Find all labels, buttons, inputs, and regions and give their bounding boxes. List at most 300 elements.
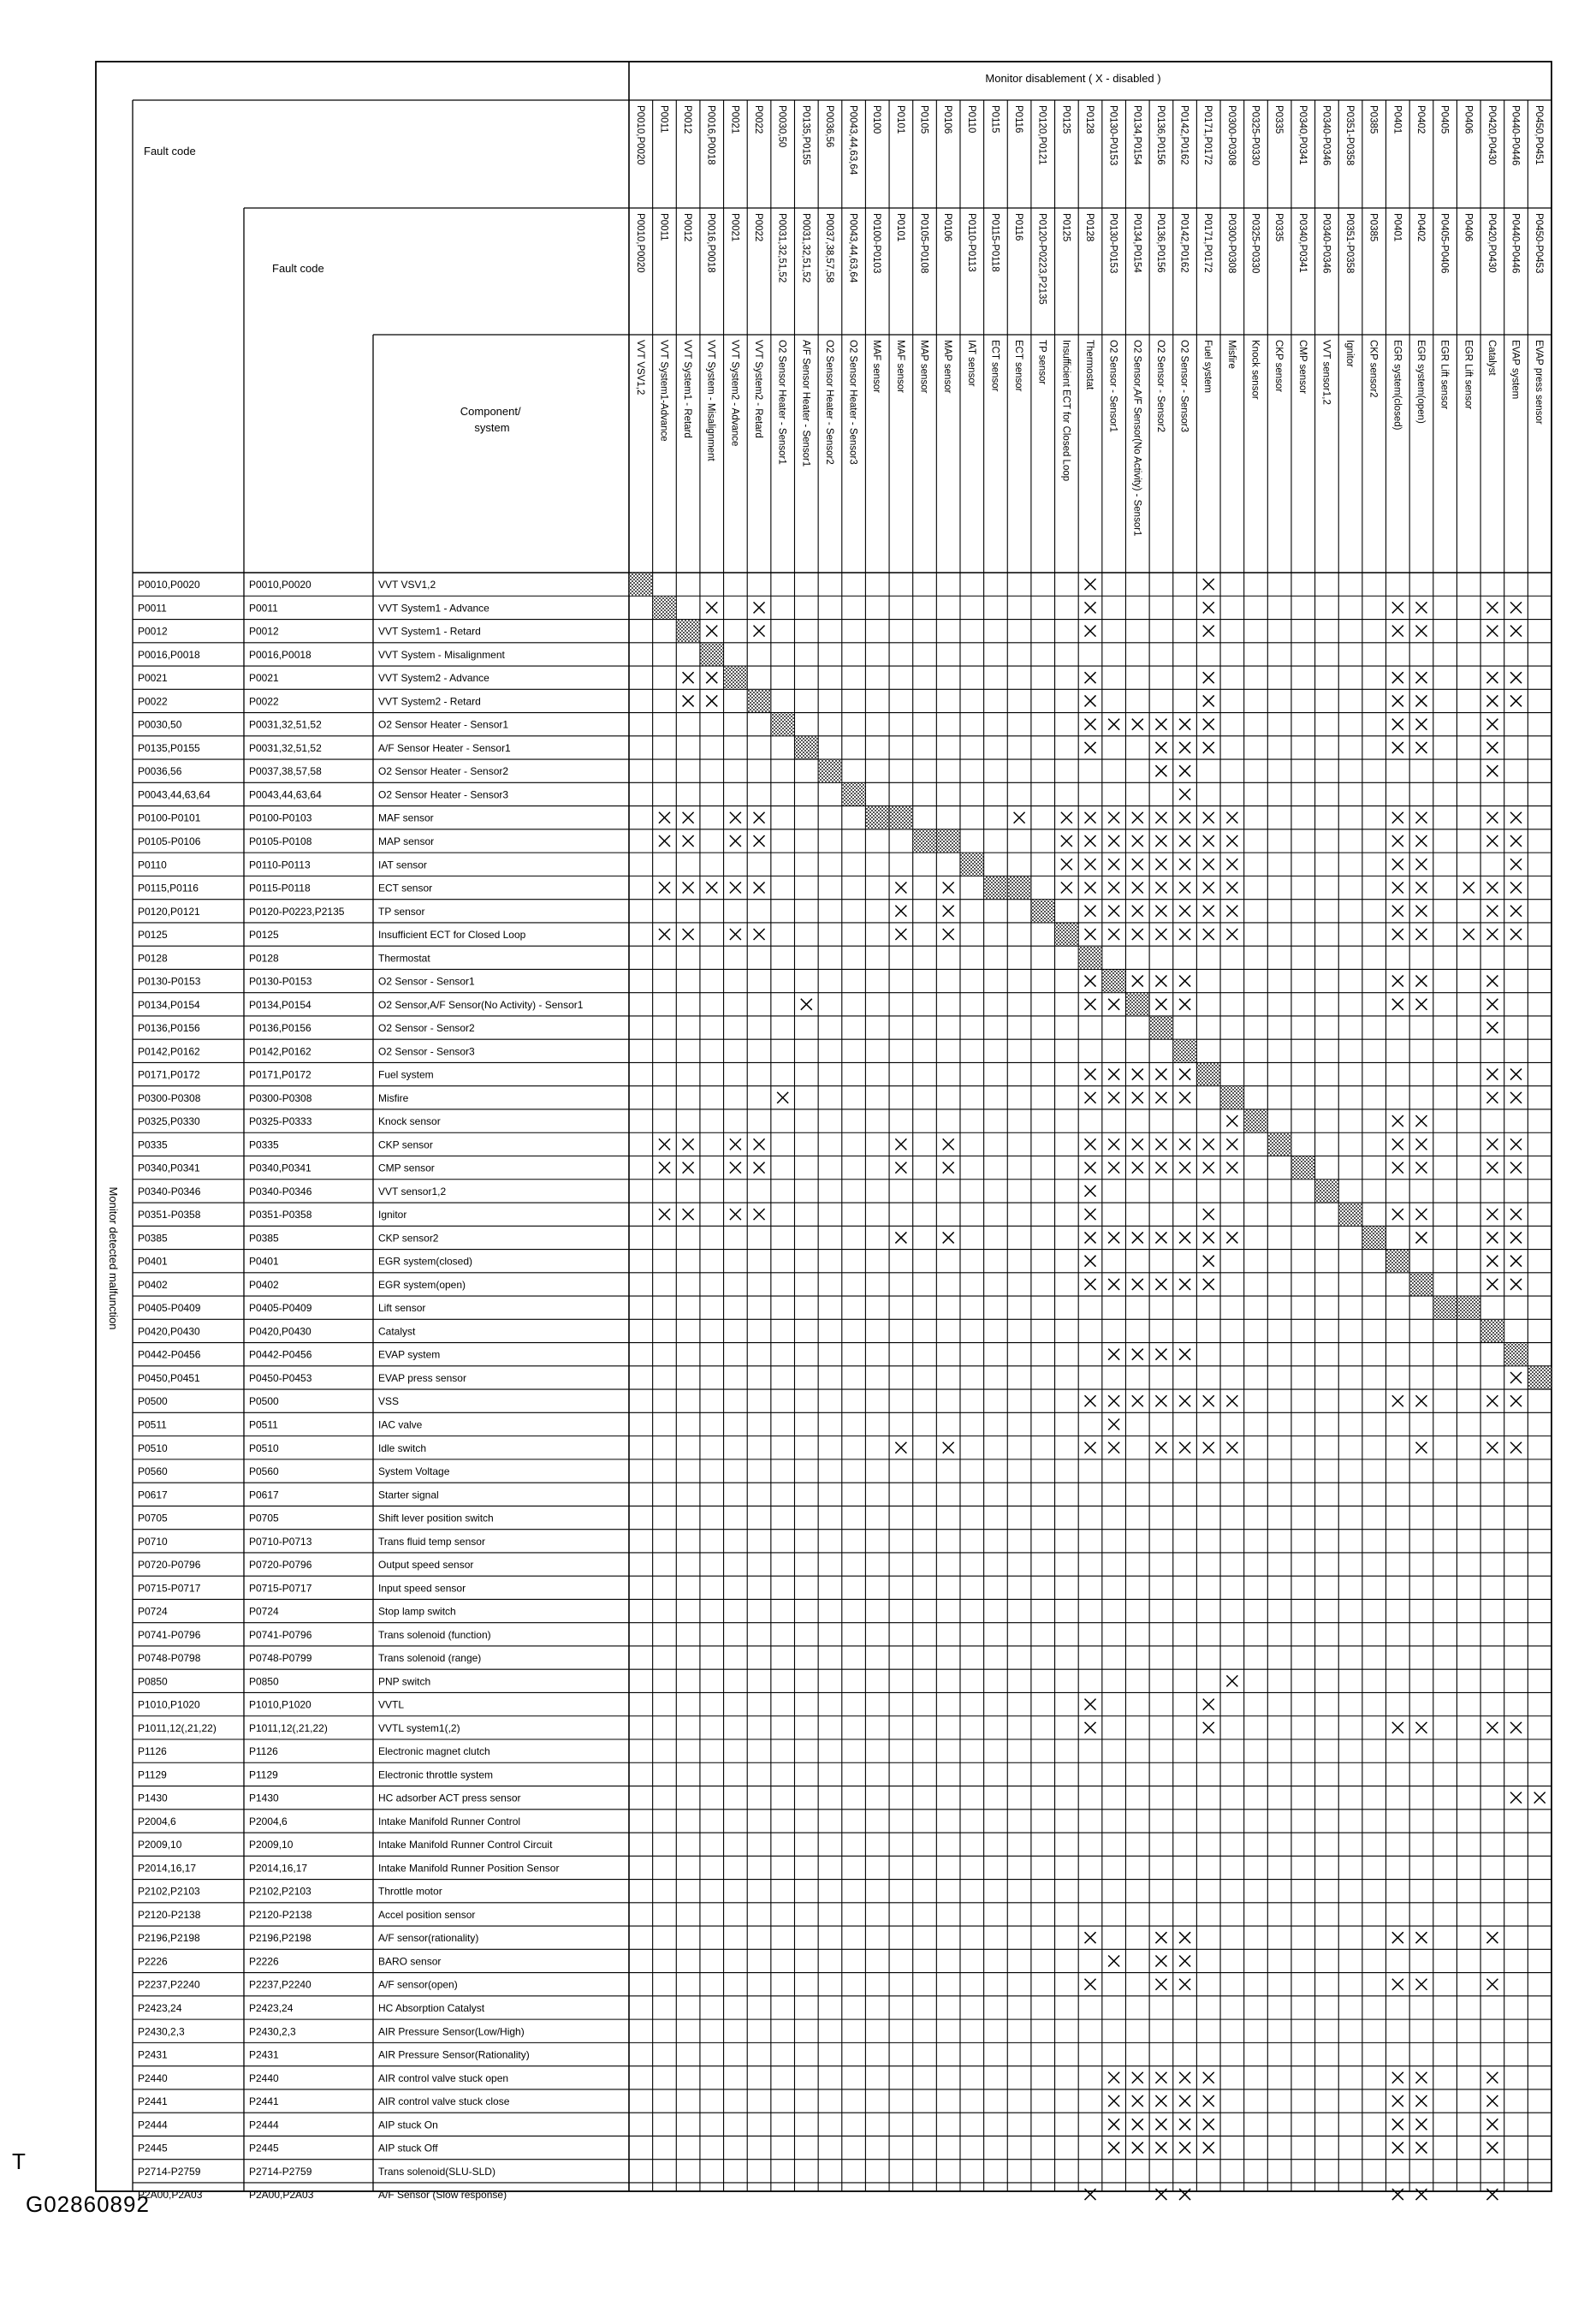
row-fault-code: P0128 bbox=[138, 952, 168, 965]
disabled-mark bbox=[1486, 1232, 1498, 1243]
disabled-mark bbox=[1415, 883, 1427, 894]
disabled-mark bbox=[1510, 1256, 1522, 1267]
row-fault-code-detail: P2102,P2103 bbox=[249, 1885, 311, 1898]
column-code-detail: P0402 bbox=[1415, 213, 1426, 242]
row-fault-code: P2196,P2198 bbox=[138, 1932, 200, 1945]
row-fault-code: P0110 bbox=[138, 859, 167, 871]
disabled-mark bbox=[1155, 1138, 1166, 1150]
disabled-mark bbox=[1510, 1722, 1522, 1733]
column-code: P0115 bbox=[989, 105, 1000, 134]
row-component: AIR control valve stuck close bbox=[378, 2095, 510, 2108]
disabled-mark bbox=[1486, 1092, 1498, 1103]
disabled-mark bbox=[1085, 883, 1096, 894]
disabled-mark bbox=[1203, 1138, 1214, 1150]
disabled-mark bbox=[1510, 859, 1522, 870]
row-fault-code-detail: P0715-P0717 bbox=[249, 1582, 312, 1595]
disabled-mark bbox=[1155, 2095, 1166, 2107]
column-code-detail: P0325-P0330 bbox=[1249, 213, 1261, 274]
disabled-mark bbox=[1155, 1092, 1166, 1103]
disabled-mark bbox=[1203, 2095, 1214, 2107]
column-code-detail: P0106 bbox=[942, 213, 953, 242]
disabled-mark bbox=[683, 929, 694, 940]
disabled-mark bbox=[1155, 1069, 1166, 1080]
row-component: Trans solenoid (function) bbox=[378, 1628, 491, 1641]
disabled-mark bbox=[1085, 2189, 1096, 2200]
disabled-mark bbox=[1085, 672, 1096, 683]
row-component: O2 Sensor - Sensor1 bbox=[378, 975, 475, 988]
column-code: P0011 bbox=[658, 105, 669, 134]
disabled-mark bbox=[730, 1138, 741, 1150]
disabled-mark bbox=[1085, 812, 1096, 823]
disabled-mark bbox=[943, 906, 954, 917]
column-code: P0130-P0153 bbox=[1107, 105, 1118, 166]
disabled-mark bbox=[1061, 883, 1072, 894]
row-fault-code: P0335 bbox=[138, 1138, 168, 1151]
disabled-mark bbox=[1486, 672, 1498, 683]
row-component: Input speed sensor bbox=[378, 1582, 466, 1595]
column-code-detail: P0100-P0103 bbox=[871, 213, 882, 274]
row-component: HC Absorption Catalyst bbox=[378, 2001, 485, 2014]
row-component: A/F Sensor Heater - Sensor1 bbox=[378, 741, 511, 754]
self-monitor-cell bbox=[1315, 1180, 1338, 1202]
disabled-mark bbox=[1085, 1209, 1096, 1220]
disabled-mark bbox=[706, 695, 717, 706]
disabled-mark bbox=[683, 1138, 694, 1150]
disabled-mark bbox=[730, 1209, 741, 1220]
self-monitor-cell bbox=[795, 736, 817, 758]
row-fault-code: P0715-P0717 bbox=[138, 1582, 201, 1595]
disabled-mark bbox=[706, 602, 717, 613]
column-code: P0335 bbox=[1273, 105, 1285, 134]
disabled-mark bbox=[1510, 1069, 1522, 1080]
disabled-mark bbox=[1108, 1955, 1119, 1966]
disabled-mark bbox=[1132, 906, 1143, 917]
disabled-mark bbox=[683, 835, 694, 847]
row-component: VVT System1 - Retard bbox=[378, 625, 481, 638]
disabled-mark bbox=[943, 929, 954, 940]
column-component: CKP sensor2 bbox=[1368, 340, 1379, 398]
disabled-mark bbox=[1203, 812, 1214, 823]
row-fault-code-detail: P0420,P0430 bbox=[249, 1325, 311, 1338]
disabled-mark bbox=[1179, 929, 1190, 940]
disabled-mark bbox=[1203, 1442, 1214, 1453]
disabled-mark bbox=[1392, 883, 1403, 894]
row-fault-code-detail: P0125 bbox=[249, 929, 279, 942]
row-fault-code: P2120-P2138 bbox=[138, 1908, 201, 1921]
disabled-mark bbox=[1510, 812, 1522, 823]
self-monitor-cell bbox=[1079, 947, 1101, 969]
column-component: O2 Sensor - Sensor1 bbox=[1107, 340, 1118, 433]
disabled-mark bbox=[754, 812, 765, 823]
column-code-detail: P0405-P0406 bbox=[1439, 213, 1450, 274]
disabled-mark bbox=[1486, 906, 1498, 917]
row-fault-code-detail: P0335 bbox=[249, 1138, 279, 1151]
disabled-mark bbox=[1132, 835, 1143, 847]
disabled-mark bbox=[1415, 812, 1427, 823]
disabled-mark bbox=[1155, 2143, 1166, 2154]
disabled-mark bbox=[1061, 835, 1072, 847]
column-code-detail: P0031,32,51,52 bbox=[800, 213, 811, 283]
disabled-mark bbox=[1108, 929, 1119, 940]
disabled-mark bbox=[1415, 976, 1427, 987]
row-fault-code-detail: P0012 bbox=[249, 625, 279, 638]
disabled-mark bbox=[730, 835, 741, 847]
disabled-mark bbox=[1085, 1979, 1096, 1990]
disabled-mark bbox=[1415, 1722, 1427, 1733]
row-component: Intake Manifold Runner Control Circuit bbox=[378, 1839, 553, 1851]
row-component: EVAP press sensor bbox=[378, 1371, 466, 1384]
column-code-detail: P0016,P0018 bbox=[705, 213, 716, 273]
disabled-mark bbox=[1392, 999, 1403, 1010]
row-fault-code-detail: P0115-P0118 bbox=[249, 882, 311, 894]
column-code: P0134,P0154 bbox=[1131, 105, 1142, 165]
self-monitor-cell bbox=[1221, 1086, 1243, 1108]
disabled-mark bbox=[1415, 1232, 1427, 1243]
disabled-mark bbox=[1155, 883, 1166, 894]
disabled-mark bbox=[895, 1138, 906, 1150]
column-code-detail: P0335 bbox=[1273, 213, 1285, 242]
row-component: Intake Manifold Runner Position Sensor bbox=[378, 1862, 560, 1875]
disabled-mark bbox=[1085, 1279, 1096, 1290]
disabled-mark bbox=[1155, 929, 1166, 940]
disabled-mark bbox=[1534, 1792, 1546, 1804]
row-component: Shift lever position switch bbox=[378, 1512, 494, 1524]
disabled-mark bbox=[1179, 859, 1190, 870]
column-component: Catalyst bbox=[1486, 340, 1497, 376]
row-fault-code: P0705 bbox=[138, 1512, 168, 1524]
column-component: A/F Sensor Heater - Sensor1 bbox=[800, 340, 811, 467]
row-fault-code-detail: P2004,6 bbox=[249, 1815, 288, 1828]
disabled-mark bbox=[1108, 719, 1119, 730]
disabled-mark bbox=[1226, 1395, 1237, 1406]
disabled-mark bbox=[1179, 1349, 1190, 1360]
disabled-mark bbox=[1085, 1162, 1096, 1174]
row-component: System Voltage bbox=[378, 1465, 450, 1478]
disabled-mark bbox=[706, 626, 717, 637]
row-fault-code: P0325,P0330 bbox=[138, 1115, 200, 1128]
self-monitor-cell bbox=[1244, 1110, 1267, 1132]
self-monitor-cell bbox=[937, 829, 959, 852]
row-fault-code-detail: P0710-P0713 bbox=[249, 1535, 312, 1548]
row-component: Electronic magnet clutch bbox=[378, 1745, 490, 1758]
row-fault-code-detail: P0037,38,57,58 bbox=[249, 765, 322, 778]
disabled-mark bbox=[1179, 1138, 1190, 1150]
disabled-mark bbox=[1203, 695, 1214, 706]
row-component: VVT System - Misalignment bbox=[378, 648, 505, 661]
row-component: EGR system(open) bbox=[378, 1278, 466, 1291]
disabled-mark bbox=[683, 695, 694, 706]
row-fault-code: P0115,P0116 bbox=[138, 882, 199, 894]
column-code-detail: P0134,P0154 bbox=[1131, 213, 1142, 273]
row-fault-code: P2445 bbox=[138, 2142, 168, 2154]
row-fault-code-detail: P0010,P0020 bbox=[249, 579, 311, 591]
disabled-mark bbox=[1486, 719, 1498, 730]
column-code: P0142,P0162 bbox=[1178, 105, 1190, 165]
row-component: Knock sensor bbox=[378, 1115, 441, 1128]
disabled-mark bbox=[1392, 1722, 1403, 1733]
column-code-detail: P0385 bbox=[1368, 213, 1379, 242]
disabled-mark bbox=[1486, 1209, 1498, 1220]
disabled-mark bbox=[1510, 602, 1522, 613]
self-monitor-cell bbox=[1126, 993, 1148, 1015]
disabled-mark bbox=[1510, 1232, 1522, 1243]
column-code: P0021 bbox=[729, 105, 740, 134]
disabled-mark bbox=[1203, 672, 1214, 683]
column-code-detail: P0110-P0113 bbox=[965, 213, 976, 272]
column-component: CKP sensor bbox=[1273, 340, 1285, 393]
row-fault-code-detail: P0325-P0333 bbox=[249, 1115, 312, 1128]
disabled-mark bbox=[1108, 1349, 1119, 1360]
disabled-mark bbox=[1132, 2072, 1143, 2083]
row-fault-code: P1010,P1020 bbox=[138, 1698, 200, 1711]
disabled-mark bbox=[1226, 1115, 1237, 1126]
disabled-mark bbox=[801, 999, 812, 1010]
row-fault-code: P0500 bbox=[138, 1395, 168, 1408]
disabled-mark bbox=[659, 883, 670, 894]
column-code: P0100 bbox=[871, 105, 882, 134]
column-component: O2 Sensor Heater - Sensor2 bbox=[823, 340, 834, 465]
disabled-mark bbox=[1203, 602, 1214, 613]
row-fault-code: P2102,P2103 bbox=[138, 1885, 200, 1898]
row-component: PNP switch bbox=[378, 1675, 431, 1688]
disabled-mark bbox=[1155, 1442, 1166, 1453]
disabled-mark bbox=[1108, 835, 1119, 847]
disabled-mark bbox=[1179, 765, 1190, 776]
disabled-mark bbox=[1155, 859, 1166, 870]
row-fault-code-detail: P0340-P0346 bbox=[249, 1185, 312, 1198]
column-component: VVT System2 - Retard bbox=[753, 340, 764, 438]
disabled-mark bbox=[1108, 1138, 1119, 1150]
row-component: VVT System2 - Advance bbox=[378, 672, 489, 685]
self-monitor-cell bbox=[842, 783, 864, 805]
disabled-mark bbox=[1085, 626, 1096, 637]
disabled-mark bbox=[1155, 1349, 1166, 1360]
disabled-mark bbox=[1132, 812, 1143, 823]
row-fault-code: P0135,P0155 bbox=[138, 741, 200, 754]
row-component: VVT System1 - Advance bbox=[378, 602, 489, 615]
component-label: Component/ system bbox=[460, 405, 521, 434]
disabled-mark bbox=[1132, 883, 1143, 894]
disabled-mark bbox=[1203, 1722, 1214, 1733]
row-component: Catalyst bbox=[378, 1325, 416, 1338]
disabled-mark bbox=[1486, 2189, 1498, 2200]
column-code-detail: P0125 bbox=[1060, 213, 1071, 242]
disabled-mark bbox=[1226, 1675, 1237, 1686]
row-fault-code-detail: P1126 bbox=[249, 1745, 278, 1758]
row-fault-code-detail: P0724 bbox=[249, 1605, 279, 1618]
self-monitor-cell bbox=[1150, 1017, 1172, 1039]
column-component: VVT System2 - Advance bbox=[729, 340, 740, 447]
row-fault-code-detail: P0300-P0308 bbox=[249, 1091, 312, 1104]
disabled-mark bbox=[1179, 2095, 1190, 2107]
row-fault-code: P0340,P0341 bbox=[138, 1162, 200, 1174]
disabled-mark bbox=[1415, 1932, 1427, 1943]
disabled-mark bbox=[1132, 1232, 1143, 1243]
column-component: EGR system(open) bbox=[1415, 340, 1426, 424]
fault-code-label-inner: Fault code bbox=[272, 262, 324, 275]
disabled-mark bbox=[706, 672, 717, 683]
row-fault-code-detail: P0171,P0172 bbox=[249, 1068, 311, 1081]
disabled-mark bbox=[1203, 1232, 1214, 1243]
disabled-mark bbox=[1510, 883, 1522, 894]
disabled-mark bbox=[1415, 929, 1427, 940]
disabled-mark bbox=[1392, 602, 1403, 613]
column-code: P0385 bbox=[1368, 105, 1379, 134]
self-monitor-cell bbox=[1268, 1133, 1290, 1156]
column-code: P0340-P0346 bbox=[1320, 105, 1332, 166]
row-fault-code: P0724 bbox=[138, 1605, 168, 1618]
column-component: EGR Lift sensor bbox=[1439, 340, 1450, 410]
row-component: Starter signal bbox=[378, 1489, 439, 1501]
disabled-mark bbox=[1085, 1186, 1096, 1197]
column-code-detail: P0031,32,51,52 bbox=[776, 213, 787, 283]
row-fault-code-detail: P2120-P2138 bbox=[249, 1908, 312, 1921]
disabled-mark bbox=[1061, 859, 1072, 870]
row-fault-code: P0720-P0796 bbox=[138, 1559, 201, 1572]
self-monitor-cell bbox=[1410, 1273, 1433, 1295]
column-code: P0402 bbox=[1415, 105, 1426, 134]
disabled-mark bbox=[1085, 1442, 1096, 1453]
row-fault-code-detail: P0560 bbox=[249, 1465, 279, 1478]
disabled-mark bbox=[754, 835, 765, 847]
table-text bbox=[107, 72, 1544, 2201]
row-fault-code: P0560 bbox=[138, 1465, 168, 1478]
column-code-detail: P0420,P0430 bbox=[1486, 213, 1497, 273]
disabled-mark bbox=[1108, 2072, 1119, 2083]
disabled-mark bbox=[1415, 1162, 1427, 1174]
disabled-mark bbox=[1392, 742, 1403, 753]
disabled-mark bbox=[1203, 1699, 1214, 1710]
column-code: P0401 bbox=[1391, 105, 1403, 134]
disabled-mark bbox=[1179, 2072, 1190, 2083]
column-code-detail: P0142,P0162 bbox=[1178, 213, 1190, 273]
row-fault-code: P1430 bbox=[138, 1792, 168, 1804]
column-code: P0030,50 bbox=[776, 105, 787, 148]
disabled-mark bbox=[1486, 1395, 1498, 1406]
disabled-mark bbox=[1203, 719, 1214, 730]
disabled-mark bbox=[1486, 812, 1498, 823]
disabled-mark bbox=[1085, 1699, 1096, 1710]
row-fault-code: P2014,16,17 bbox=[138, 1862, 197, 1875]
column-component: VVT System1-Advance bbox=[658, 340, 669, 442]
disabled-mark bbox=[1226, 812, 1237, 823]
row-component: ECT sensor bbox=[378, 882, 433, 894]
row-fault-code: P0617 bbox=[138, 1489, 168, 1501]
disabled-mark bbox=[1085, 1138, 1096, 1150]
row-component: AIR Pressure Sensor(Rationality) bbox=[378, 2048, 530, 2061]
disabled-mark bbox=[1179, 999, 1190, 1010]
row-fault-code: P2A00,P2A03 bbox=[138, 2189, 203, 2202]
disabled-mark bbox=[1392, 906, 1403, 917]
row-fault-code-detail: P2014,16,17 bbox=[249, 1862, 308, 1875]
disabled-mark bbox=[1108, 1395, 1119, 1406]
disabled-mark bbox=[1108, 812, 1119, 823]
disabled-mark bbox=[1132, 1138, 1143, 1150]
disabled-mark bbox=[754, 1162, 765, 1174]
column-component: O2 Sensor,A/F Sensor(No Activity) - Sensor1 bbox=[1131, 340, 1142, 537]
disabled-mark bbox=[754, 1138, 765, 1150]
column-code-detail: P0120-P0223,P2135 bbox=[1036, 213, 1047, 305]
disabled-mark bbox=[1085, 976, 1096, 987]
disabled-mark bbox=[1392, 719, 1403, 730]
row-fault-code-detail: P0442-P0456 bbox=[249, 1348, 312, 1361]
disabled-mark bbox=[1415, 2119, 1427, 2130]
column-code: P0420,P0430 bbox=[1486, 105, 1497, 165]
disabled-mark bbox=[1085, 906, 1096, 917]
self-monitor-cell bbox=[1292, 1156, 1314, 1179]
column-code: P0405 bbox=[1439, 105, 1450, 134]
disabled-mark bbox=[1415, 742, 1427, 753]
column-code: P0340,P0341 bbox=[1296, 105, 1308, 165]
disabled-mark bbox=[1510, 1792, 1522, 1804]
row-fault-code-detail: P0120-P0223,P2135 bbox=[249, 905, 345, 918]
disabled-mark bbox=[1415, 602, 1427, 613]
disabled-mark bbox=[943, 883, 954, 894]
disabled-mark bbox=[659, 835, 670, 847]
self-monitor-cell bbox=[1386, 1250, 1409, 1272]
row-component: O2 Sensor - Sensor3 bbox=[378, 1045, 475, 1058]
row-fault-code-detail: P0511 bbox=[249, 1418, 278, 1431]
column-code: P0022 bbox=[753, 105, 764, 134]
disabled-mark bbox=[1179, 835, 1190, 847]
row-component: Intake Manifold Runner Control bbox=[378, 1815, 521, 1828]
disabled-mark bbox=[1486, 2119, 1498, 2130]
row-component: VVT System2 - Retard bbox=[378, 695, 481, 708]
disabled-mark bbox=[1486, 765, 1498, 776]
column-component: O2 Sensor Heater - Sensor3 bbox=[847, 340, 858, 465]
column-code-detail: P0340-P0346 bbox=[1320, 213, 1332, 274]
column-component: TP sensor bbox=[1036, 340, 1047, 385]
self-monitor-cell bbox=[1055, 924, 1077, 946]
disabled-mark bbox=[1392, 2143, 1403, 2154]
row-fault-code: P0748-P0798 bbox=[138, 1652, 201, 1665]
disabled-mark bbox=[1486, 1162, 1498, 1174]
disabled-mark bbox=[1510, 906, 1522, 917]
row-fault-code: P0402 bbox=[138, 1278, 168, 1291]
disabled-mark bbox=[1510, 929, 1522, 940]
disabled-mark bbox=[1085, 742, 1096, 753]
column-code-detail: P0136,P0156 bbox=[1154, 213, 1166, 273]
row-component: IAC valve bbox=[378, 1418, 423, 1431]
column-component: VVT VSV1,2 bbox=[634, 340, 645, 395]
column-code-detail: P0043,44,63,64 bbox=[847, 213, 858, 283]
disabled-mark bbox=[943, 1138, 954, 1150]
row-fault-code-detail: P0110-P0113 bbox=[249, 859, 311, 871]
disabled-mark bbox=[1392, 812, 1403, 823]
disabled-mark bbox=[1486, 1256, 1498, 1267]
column-code: P0125 bbox=[1060, 105, 1071, 134]
column-code: P0406 bbox=[1463, 105, 1474, 134]
row-fault-code: P0016,P0018 bbox=[138, 648, 200, 661]
disabled-mark bbox=[1085, 859, 1096, 870]
disabled-mark bbox=[1510, 1279, 1522, 1290]
row-fault-code-detail: P0100-P0103 bbox=[249, 811, 312, 824]
disabled-mark bbox=[1415, 695, 1427, 706]
column-code-detail: P0010,P0020 bbox=[634, 213, 645, 273]
row-fault-code: P0120,P0121 bbox=[138, 905, 200, 918]
row-component: CKP sensor bbox=[378, 1138, 433, 1151]
row-fault-code: P0710 bbox=[138, 1535, 168, 1548]
disabled-mark bbox=[1510, 1138, 1522, 1150]
disabled-mark bbox=[1155, 812, 1166, 823]
row-fault-code-detail: P2423,24 bbox=[249, 2001, 294, 2014]
column-code-detail: P0171,P0172 bbox=[1202, 213, 1213, 273]
disabled-mark bbox=[1203, 2119, 1214, 2130]
column-component: IAT sensor bbox=[965, 340, 976, 387]
disabled-mark bbox=[1392, 859, 1403, 870]
disabled-mark bbox=[1179, 883, 1190, 894]
disabled-mark bbox=[1155, 1279, 1166, 1290]
